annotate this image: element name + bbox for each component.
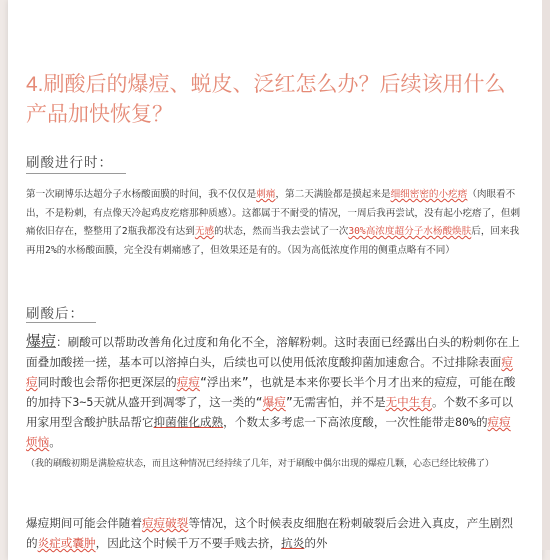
text-run: “浮出来”，也就是本来你要长半个月才出来的痘痘，可能在酸的加持下3~5天就从盛开到凋零了，这一类的“ [26, 375, 516, 409]
paragraph-breakout-rupture [26, 513, 522, 553]
parenthetical-note: （因为高低浓度作用的侧重点略有不同） [287, 244, 455, 256]
text-run: ，个数太多考虑一下高浓度酸，一次性能带走80%的 [223, 415, 488, 429]
text-run: ，因此这个时候千万不要手贱去挤， [95, 536, 282, 550]
highlight-breakout: 爆痘 [262, 395, 286, 409]
section-divider [26, 322, 96, 323]
section-label-during: 刷酸进行时： [26, 155, 113, 171]
section-heading: 4.刷酸后的爆痘、蜕皮、泛红怎么办？后续该用什么产品加快恢复？ [26, 73, 506, 126]
text-run: 同时酸也会帮你把更深层的 [37, 375, 177, 389]
highlight-acne: 痘痘 [176, 375, 200, 389]
text-run: 第一次刷博乐达超分子水杨酸面膜的时间，我不仅仅是 [26, 189, 257, 200]
text-run: 后，回来我再用2%的水杨酸面膜，完全没有刺痛感了，但效果还是有的。 [26, 226, 520, 256]
page-edge [542, 0, 550, 550]
highlight-from-nothing: 无中生有 [385, 395, 432, 409]
paragraph-during-peel [26, 186, 522, 260]
text-run: ：刷酸可以帮助改善角化过度和角化不全，溶解粉刺。这时表面已经露出白头的粉刺你在上面叠加酸搓一搓，基本可以溶掉白头，后续也可以使用低浓度酸抑菌加速愈合。不过排除表面 [26, 335, 520, 369]
parenthetical-note: （我的刷酸初期是满脸痘状态，而且这种情况已经持续了几年，对于刷酸中偶尔出现的爆痘几颗，心态已经比较佛了） [26, 459, 495, 469]
paragraph-after-peel [26, 331, 522, 474]
highlight-acne: 痘痘 [26, 355, 513, 389]
section-divider [26, 173, 126, 174]
highlight-inflammation: 炎症或囊肿 [37, 536, 96, 550]
text-run: 。个数不多可以用家用型含酸护肤品帮它 [26, 395, 514, 429]
highlight-anti-inflammatory: 抗炎 [281, 536, 305, 550]
text-run: （肉眼看不出，不是粉刺，有点像天冷起鸡皮疙瘩那种质感）。这都属于不耐受的情况，一周后我再尝试，没有起小疙瘩了，但刺痛依旧存在，整整用了2瓶我都没有达到 [26, 189, 521, 237]
highlight-acne-trouble: 痘痘烦恼 [26, 415, 511, 449]
text-run: ”无需害怕，并不是 [285, 395, 386, 409]
text-run: 等情况，这个时候表皮细胞在粉刺破裂后会进入真皮，产生剧烈的 [26, 516, 513, 550]
highlight-high-concentration: 30%高浓度超分子水杨酸焕肤 [348, 226, 472, 237]
text-run: 的状态，然而当我去尝试了一次 [214, 226, 349, 237]
text-run: 的外 [304, 536, 328, 550]
highlight-bumps: 细细密密的小疙瘩 [390, 189, 468, 200]
text-run: ，第二天满脸都是摸起来是 [275, 189, 391, 200]
highlight-stinging: 刺痛 [256, 189, 276, 200]
highlight-rupture: 痘痘破裂 [141, 516, 189, 530]
highlight-antibacterial: 抑菌催化成熟 [153, 415, 224, 429]
section-label-after: 刷酸后： [26, 306, 84, 322]
highlight-no-feeling: 无感 [194, 226, 215, 237]
term-breakout: 爆痘 [26, 332, 57, 350]
text-run: 爆痘期间可能会伴随着 [26, 516, 142, 530]
text-run: 。 [49, 435, 61, 449]
